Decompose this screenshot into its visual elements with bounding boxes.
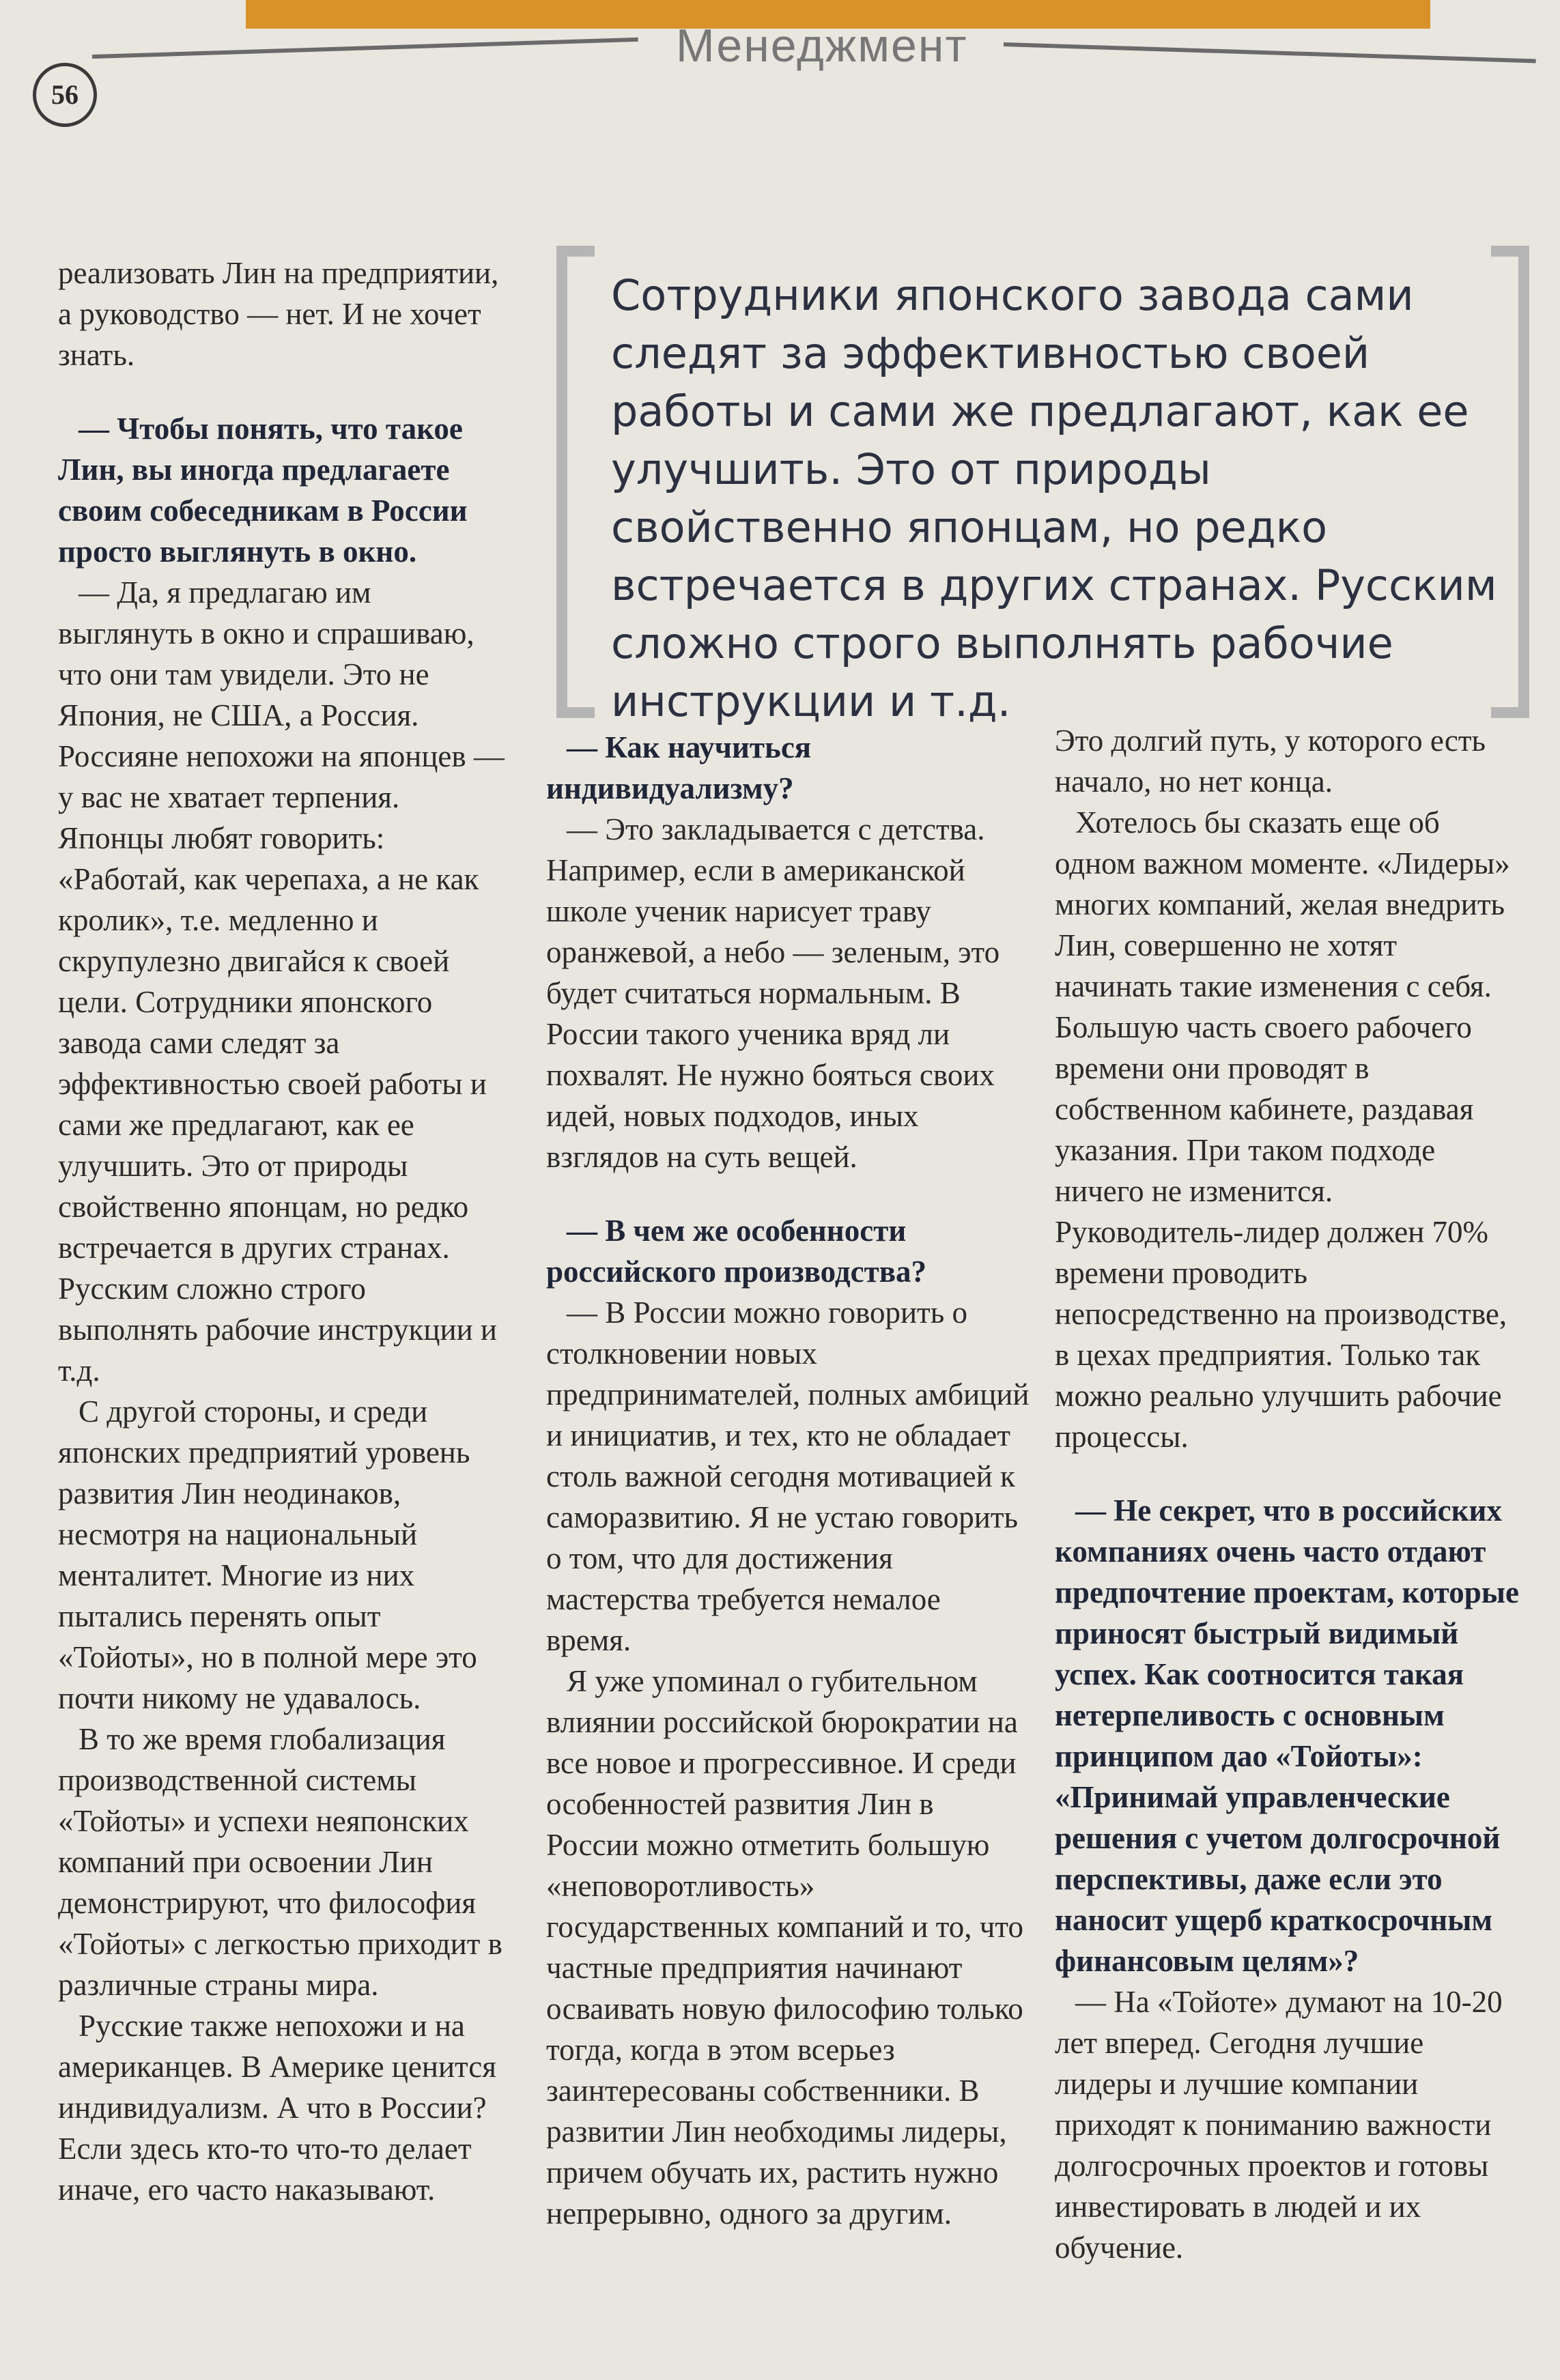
quote-bracket-left [556,246,595,718]
paragraph: — В России можно говорить о столкновении новых предпринимателей, полных амбиций и инициатив, и тех, кто не обладает столь важной сегодня мотивацией к саморазвитию. Я не устаю говорить о том, что для достижения мастерства требуется немалое время. [546,1295,1030,1657]
column-3 [1055,720,1519,2268]
paragraph: С другой стороны, и среди японских предприятий уровень развития Лин неодинаков, несмотря на национальный менталитет. Многие из них пытались перенять опыт «Тойоты», но в полной мере это почти никому не удавалось. [58,1394,477,1715]
paragraph: Русские также непохожи и на американцев. В Америке ценится индивидуализм. А что в России? Если здесь кто-то что-то делает иначе, его часто наказывают. [58,2009,496,2207]
interview-question: — Чтобы понять, что такое Лин, вы иногда предлагаете своим собеседникам в России просто выглянуть в окно. [58,412,468,569]
column-1 [58,253,509,2210]
pull-quote [556,232,1529,726]
page-number: 56 [33,63,97,127]
paragraph: Я уже упоминал о губительном влиянии российской бюрократии на все новое и прогрессивное. И среди особенностей развития Лин в России можно отметить большую «неповоротливость» государственных компаний и то, что частные предприятия начинают осваивать новую философию только тогда, когда в этом всерьез заинтересованы собственники. В развитии Лин необходимы лидеры, причем обучать их, растить нужно непрерывно, одного за другим. [546,1664,1023,2231]
interview-question: — Не секрет, что в российских компаниях очень часто отдают предпочтение проектам, которые приносят быстрый видимый успех. Как соотносится такая нетерпеливость с основным принципом дао «Тойоты»: «Принимай управленческие решения с учетом долгосрочной перспективы, даже если это наносит ущерб краткосрочным финансовым целям»? [1055,1493,1519,1978]
paragraph: — Да, я предлагаю им выглянуть в окно и спрашиваю, что они там увидели. Это не Япония, не США, а Россия. Россияне непохожи на японцев — у вас не хватает терпения. Японцы любят говорить: «Работай, как черепаха, а не как кролик», т.е. медленно и скрупулезно двигайся к своей цели. Сотрудники японского завода сами следят за эффективностью своей работы и сами же предлагают, как ее улучшить. Это от природы свойственно японцам, но редко встречается в других странах. Русским сложно строго выполнять рабочие инструкции и т.д. [58,575,505,1388]
pull-quote-text: Сотрудники японского завода сами следят за эффективностью своей работы и сами же предлагают, как ее улучшить. Это от природы свойственно японцам, но редко встречается в других странах. Русским сложно строго выполнять рабочие инструкции и т.д. [611,270,1497,726]
interview-question: — В чем же особенности российского производства? [546,1214,927,1289]
paragraph: — Это закладывается с детства. Например, если в американской школе ученик нарисует траву оранжевой, а небо — зеленым, это будет считаться нормальным. В России такого ученика вряд ли похвалят. Не нужно бояться своих идей, новых подходов, иных взглядов на суть вещей. [546,812,1000,1174]
paragraph: В то же время глобализация производственной системы «Тойоты» и успехи неяпонских компаний при освоении Лин демонстрируют, что философия «Тойоты» с легкостью приходит в различные страны мира. [58,1722,502,2002]
column-2 [546,727,1031,2234]
paragraph: — На «Тойоте» думают на 10-20 лет вперед. Сегодня лучшие лидеры и лучшие компании приходят к пониманию важности долгосрочных проектов и готовы инвестировать в людей и их обучение. [1055,1985,1503,2265]
header-rule-right [1004,42,1536,63]
paragraph: Хотелось бы сказать еще об одном важном моменте. «Лидеры» многих компаний, желая внедрить Лин, совершенно не хотят начинать такие изменения с себя. Большую часть своего рабочего времени они проводят в собственном кабинете, раздавая указания. При таком подходе ничего не изменится. Руководитель-лидер должен 70% времени проводить непосредственно на производстве, в цехах предприятия. Только так можно реально улучшить рабочие процессы. [1055,805,1510,1454]
interview-question: — Как научиться индивидуализму? [546,730,812,805]
paragraph: реализовать Лин на предприятии, а руководство — нет. И не хочет знать. [58,256,499,372]
paragraph: Это долгий путь, у которого есть начало, но нет конца. [1055,723,1486,799]
header-rule-left [92,38,638,59]
section-title: Менеджмент [676,20,968,72]
